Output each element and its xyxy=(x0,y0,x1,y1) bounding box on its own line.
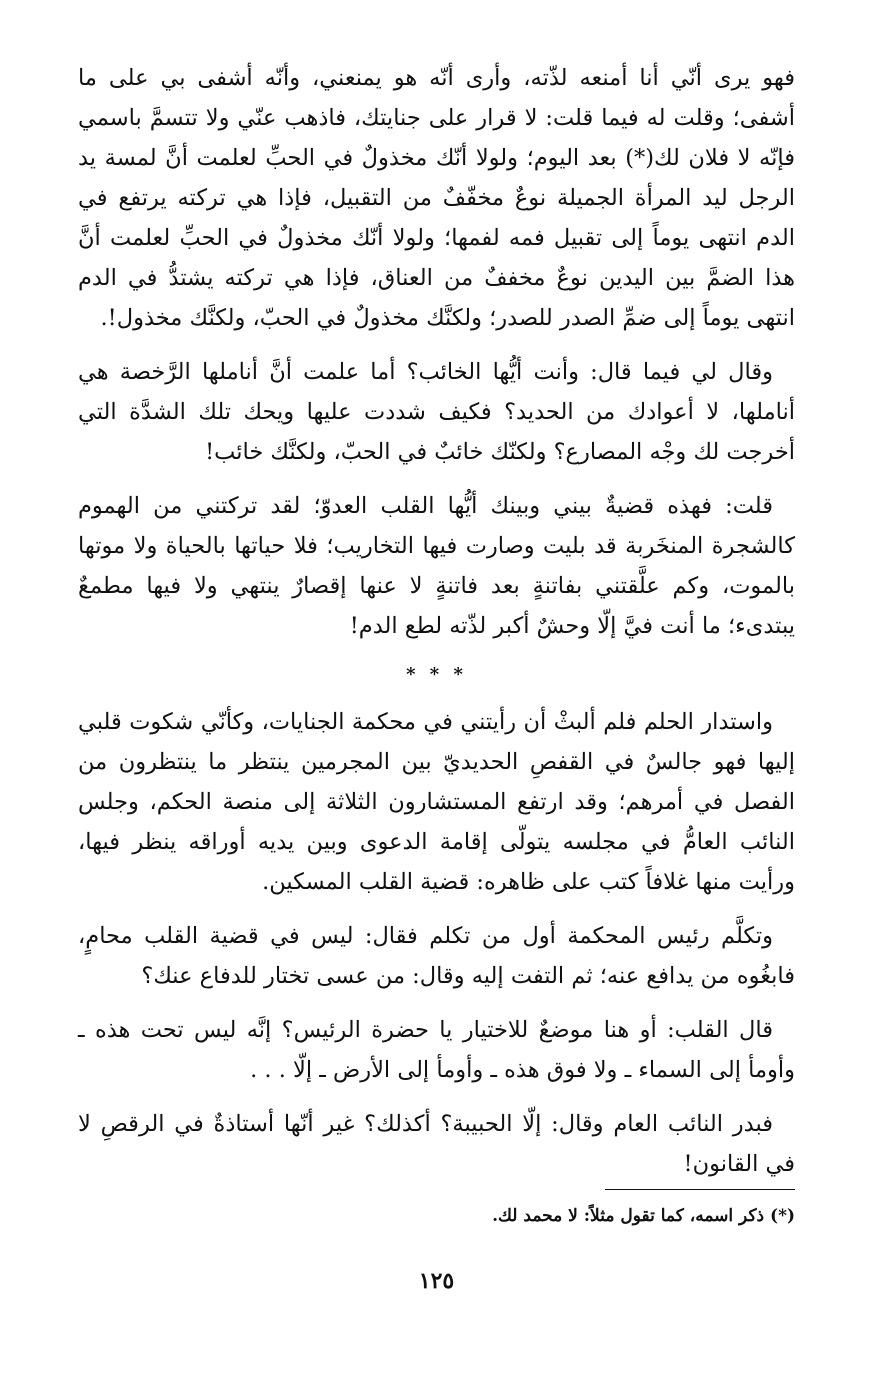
paragraph-4: واستدار الحلم فلم ألبثْ أن رأيتني في محكمة الجنايات، وكأنّي شكوت قلبي إليها فهو جالسٌ في القفصِ الحديديّ بين المجرمين ينتظر ما ينتظرون من الفصل في أمرهم؛ وقد ارتفع المستشارون الثلاثة إلى منصة الحكم، وجلس النائب العامُّ في مجلسه يتولّى إقامة الدعوى وبين يديه أوراقه ينظر فيها، ورأيت منها غلافاً كتب على ظاهره: قضية القلب المسكين. xyxy=(78,709,795,895)
page-number: ١٢٥ xyxy=(418,1268,455,1294)
paragraph-7: فبدر النائب العام وقال: إلّا الحبيبة؟ أكذلك؟ غير أنّها أستاذةٌ في الرقصِ لا في القانون! xyxy=(78,1111,795,1177)
book-page-body xyxy=(78,58,795,1184)
paragraph-6: قال القلب: أو هنا موضعٌ للاختيار يا حضرة الرئيس؟ إنَّه ليس تحت هذه ـ وأومأ إلى السماء ـ ولا فوق هذه ـ وأومأ إلى الأرض ـ إلّا . . . xyxy=(78,1017,795,1083)
footnote-divider xyxy=(605,1189,795,1190)
section-separator: * * * xyxy=(406,664,467,685)
paragraph-5: وتكلَّم رئيس المحكمة أول من تكلم فقال: ليس في قضية القلب محامٍ، فابغُوه من يدافع عنه؛ ثم التفت إليه وقال: من عسى تختار للدفاع عنك؟ xyxy=(78,923,795,989)
paragraph-1: فهو يرى أنّي أنا أمنعه لذّته، وأرى أنّه هو يمنعني، وأنّه أشفى بي على ما أشفى؛ وقلت له فيما قلت: لا قرار على جنايتك، فاذهب عنّي ولا تتسمَّ باسمي فإنّه لا فلان لك(*) بعد اليوم؛ ولولا أنّك مخذولٌ في الحبِّ لعلمت أنَّ لمسة يد الرجل ليد المرأة الجميلة نوعٌ مخفّفٌ من التقبيل، فإذا هي تركته يرتفع في الدم انتهى يوماً إلى تقبيل فمه لفمها؛ ولولا أنّك مخذولٌ في الحبِّ لعلمت أنَّ هذا الضمَّ بين اليدين نوعٌ مخففٌ من العناق، فإذا هي تركته يشتدُّ في الدم انتهى يوماً إلى ضمِّ الصدر للصدر؛ ولكنَّك مخذولٌ في الحبّ، ولكنَّك مخذول!. xyxy=(78,65,795,331)
footnote: (*) ذكر اسمه، كما تقول مثلاً: لا محمد لك. xyxy=(492,1206,795,1226)
paragraph-2: وقال لي فيما قال: وأنت أيُّها الخائب؟ أما علمت أنَّ أناملها الرَّخصة هي أناملها، لا أعوادك من الحديد؟ فكيف شددت عليها ويحك تلك الشدَّة التي أخرجت لك وجْه المصارع؟ ولكنّك خائبٌ في الحبّ، ولكنَّك خائب! xyxy=(78,359,795,465)
paragraph-3: قلت: فهذه قضيةٌ بيني وبينك أيُّها القلب العدوّ؛ لقد تركتني من الهموم كالشجرة المنخَربة قد بليت وصارت فيها التخاريب؛ فلا حياتها بالحياة ولا موتها بالموت، وكم علَّقتني بفاتنةٍ بعد فاتنةٍ لا عنها إقصارٌ ينتهي ولا فيها مطمعٌ يبتدىء؛ ما أنت فيَّ إلّا وحشٌ أكبر لذّته لطع الدم! xyxy=(78,493,795,639)
